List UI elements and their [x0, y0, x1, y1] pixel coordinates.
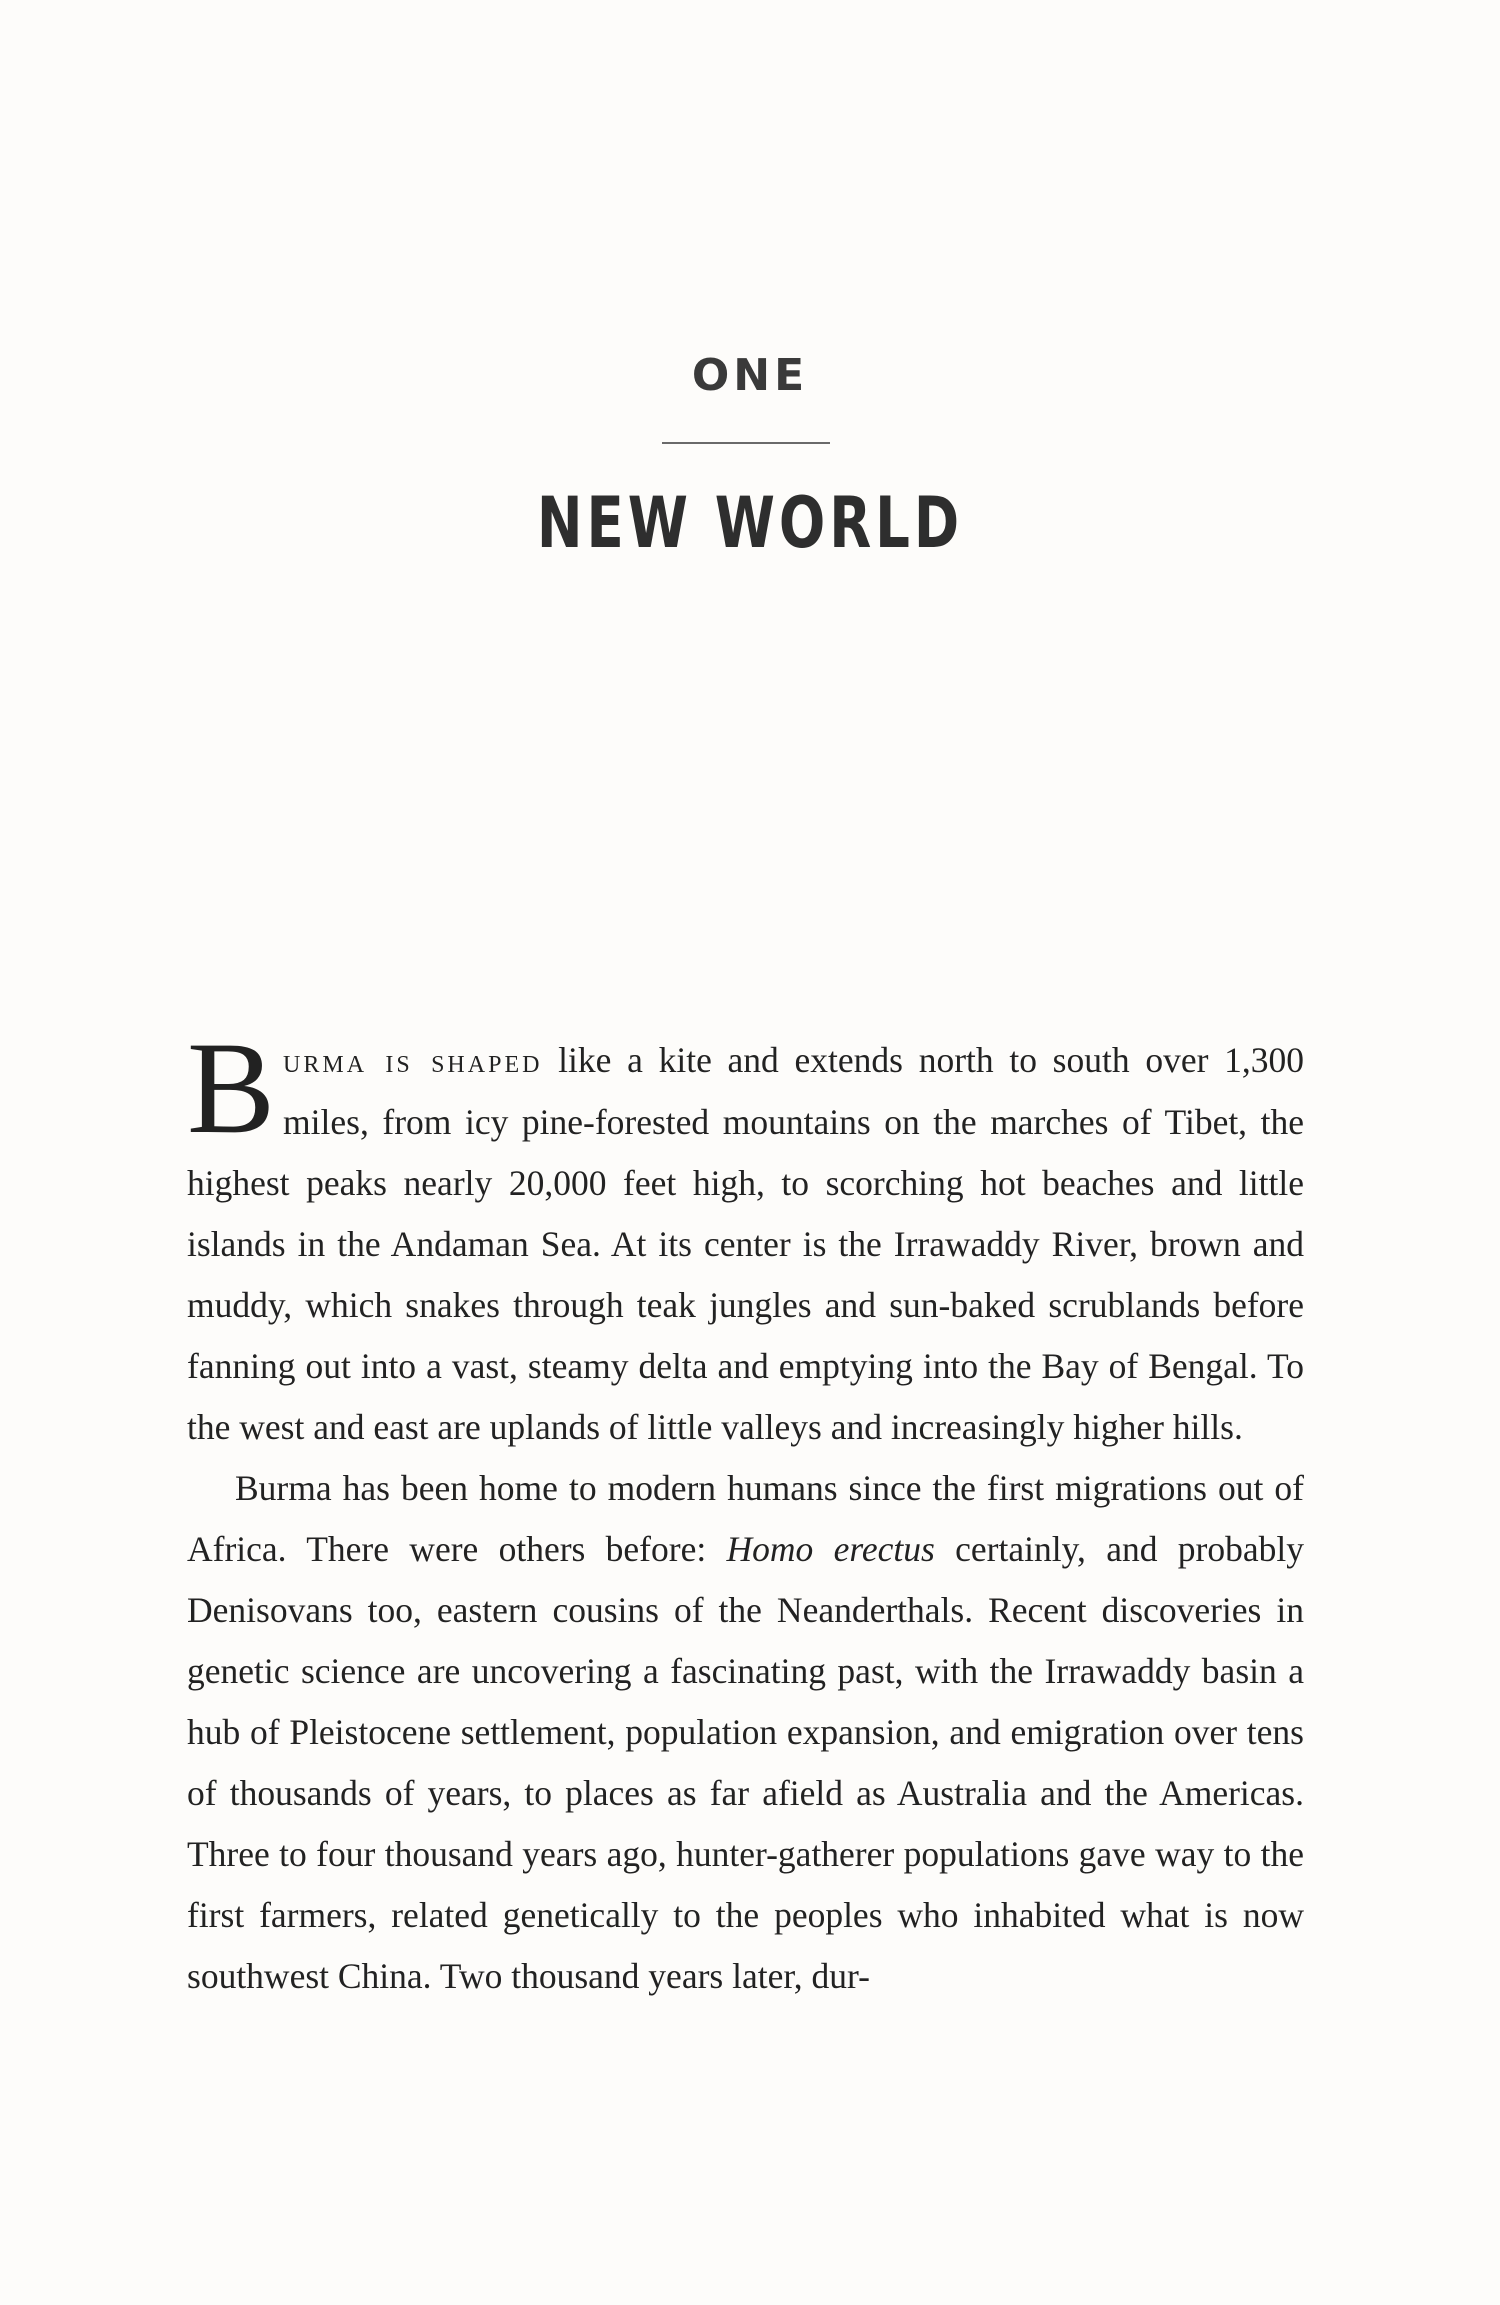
paragraph-2-italic-term: Homo erectus: [726, 1529, 935, 1569]
paragraph-2-text-end: certainly, and probably Denisovans too, eastern cousins of the Neanderthals. Recent discoveries in genetic science are uncovering a fascinating past, with the Irrawaddy basin a hub of Pleistocene settlement, population expansion, and emigration over tens of thousands of years, to places as far afield as Australia and the Americas. Three to four thousand years ago, hunter-gatherer populations gave way to the first farmers, related genetically to the peoples who inhabited what is now southwest China. Two thousand years later, dur-: [187, 1529, 1304, 1996]
opening-small-caps: urma is shaped: [283, 1043, 543, 1080]
paragraph-1-text: like a kite and extends north to south over 1,300 miles, from icy pine-forested mountains on the marches of Tibet, the highest peaks nearly 20,000 feet high, to scorching hot beaches and little islands in the Andaman Sea. At its center is the Irrawaddy River, brown and muddy, which snakes through teak jungles and sun-baked scrublands before fanning out into a vast, steamy delta and emptying into the Bay of Bengal. To the west and east are uplands of little valleys and increasingly higher hills.: [187, 1040, 1305, 1447]
drop-cap: B: [187, 1014, 276, 1161]
paragraph-2: [187, 1458, 1304, 2007]
chapter-number: ONE: [691, 350, 809, 401]
chapter-title: NEW WORLD: [536, 482, 964, 564]
paragraph-1: [187, 1014, 1305, 1458]
paragraph-2-text-start: Burma has been home to modern humans since the first migrations out of Africa. There were others before:: [187, 1468, 1304, 1569]
chapter-divider: [662, 442, 830, 444]
body-text: [187, 1014, 1305, 2007]
